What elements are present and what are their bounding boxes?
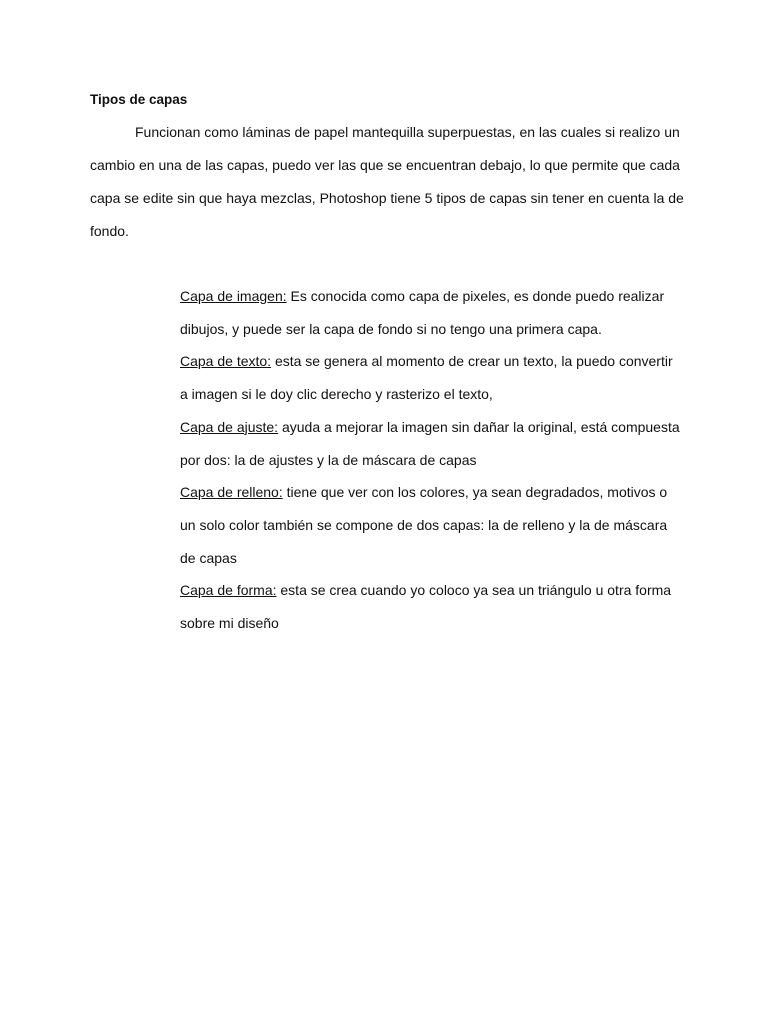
- intro-paragraph: Funcionan como láminas de papel mantequilla superpuestas, en las cuales si realizo un cambio en una de las capas, puedo ver las que se encuentran debajo, lo que permite que cada capa se edite sin que haya mezclas, Photoshop tiene 5 tipos de capas sin tener en cuenta la de fondo.: [90, 124, 684, 239]
- list-item-description: tiene que ver con los colores, ya sean degradados, motivos o un solo color también se compone de dos capas: la de relleno y la de máscara de capas: [180, 484, 668, 566]
- list-item-capa-forma: [180, 574, 680, 639]
- list-item-capa-imagen: [180, 280, 680, 345]
- list-item-term: Capa de ajuste:: [180, 418, 279, 435]
- list-item-term: Capa de relleno:: [180, 484, 283, 501]
- list-item-description: esta se genera al momento de crear un texto, la puedo convertir a imagen si le doy clic derecho y rasterizo el texto,: [180, 353, 673, 403]
- list-item-description: Es conocida como capa de pixeles, es donde puedo realizar dibujos, y puede ser la capa de fondo si no tengo una primera capa.: [180, 288, 665, 337]
- list-item-term: Capa de imagen:: [180, 288, 287, 304]
- layer-types-list: [180, 280, 680, 640]
- list-item-description: esta se crea cuando yo coloco ya sea un triángulo u otra forma sobre mi diseño: [180, 582, 672, 632]
- document-title: Tipos de capas: [90, 92, 188, 107]
- list-item-capa-ajuste: [180, 411, 680, 476]
- list-item-term: Capa de texto:: [180, 353, 272, 370]
- list-item-term: Capa de forma:: [180, 582, 277, 599]
- list-item-capa-relleno: [180, 476, 680, 574]
- list-item-capa-texto: [180, 345, 680, 410]
- list-item-description: ayuda a mejorar la imagen sin dañar la original, está compuesta por dos: la de ajustes y la de máscara de capas: [180, 418, 680, 468]
